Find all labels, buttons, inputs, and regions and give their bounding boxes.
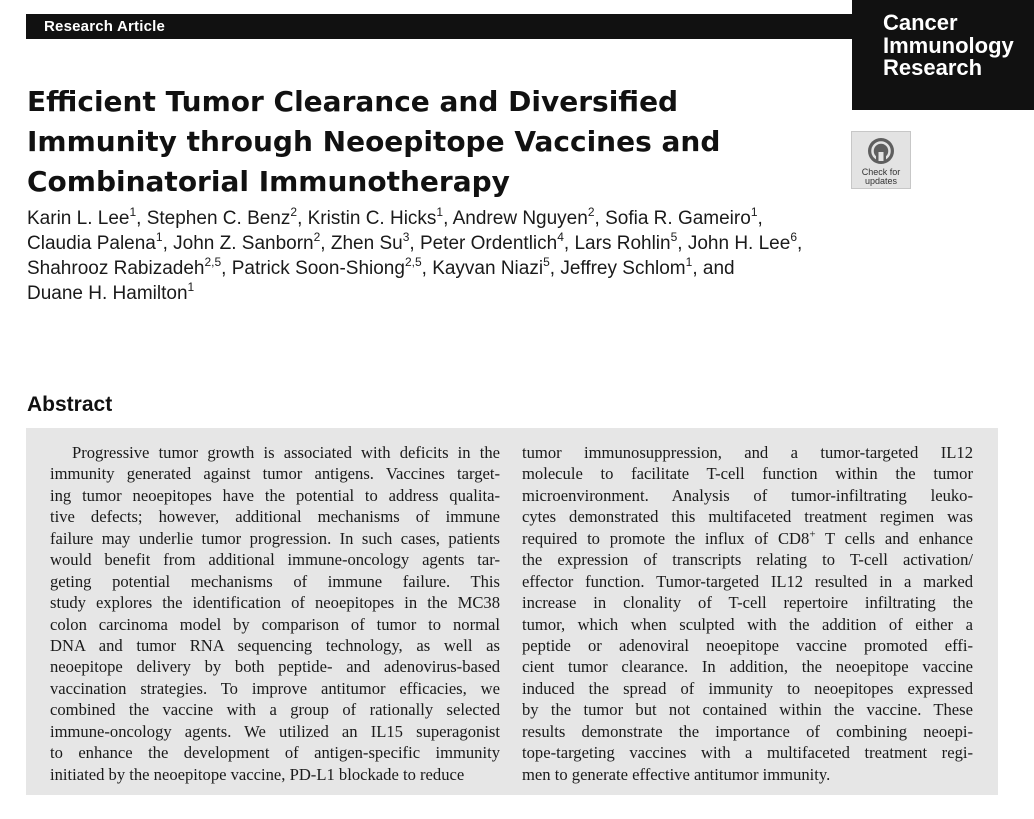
author-name[interactable]: Lars Rohlin	[574, 233, 671, 254]
abstract-line: would benefit from additional immune-oncology agents tar-	[50, 550, 500, 570]
abstract-line: immunity generated against tumor antigens. Vaccines target-	[50, 464, 500, 484]
abstract-line: neoepitope delivery by both peptide- and adenovirus-based	[50, 657, 500, 677]
author-separator: ,	[421, 258, 433, 279]
author-name[interactable]: Karin L. Lee	[27, 208, 130, 229]
abstract-line: vaccination strategies. To improve antitumor efficacies, we	[50, 678, 500, 698]
abstract-line: peptide or adenoviral neoepitope vaccine promoted effi-	[522, 635, 973, 655]
abstract-line: initiated by the neoepitope vaccine, PD-L1 blockade to reduce	[50, 764, 465, 784]
author-separator: ,	[563, 233, 575, 254]
author-separator: ,	[797, 233, 803, 254]
author-separator: ,	[221, 258, 232, 279]
author-name[interactable]: John Z. Sanborn	[173, 233, 314, 254]
superscript: +	[809, 528, 816, 541]
author-separator: ,	[677, 233, 688, 254]
author-name[interactable]: Zhen Su	[330, 233, 403, 254]
abstract-text: T cells and enhance	[815, 528, 973, 548]
author-separator: ,	[549, 258, 561, 279]
author-separator: ,	[162, 233, 174, 254]
author-name[interactable]: Sofia R. Gameiro	[605, 208, 751, 229]
title-line: Efficient Tumor Clearance and Diversified	[27, 85, 679, 118]
author-name[interactable]: Jeffrey Schlom	[560, 258, 686, 279]
abstract-line: ing tumor neoepitopes have the potential to address qualita-	[50, 485, 500, 505]
abstract-line: effector function. Tumor-targeted IL12 resulted in a marked	[522, 571, 973, 591]
author-line	[27, 256, 907, 281]
abstract-line: cytes demonstrated this multifaceted treatment regimen was	[522, 507, 973, 527]
affiliation-marker: 2	[587, 204, 595, 219]
author-line	[27, 231, 907, 256]
abstract-line: combined the vaccine with a group of rationally selected	[50, 700, 500, 720]
author-separator: ,	[297, 208, 308, 229]
abstract-text: required to promote the influx of CD8	[522, 528, 810, 548]
article-type-bar	[26, 14, 858, 39]
author-line	[27, 281, 907, 306]
abstract-line: tumor immunosuppression, and a tumor-targeted IL12	[522, 443, 973, 462]
author-separator: ,	[136, 208, 147, 229]
author-separator: ,	[443, 208, 453, 229]
author-name[interactable]: John H. Lee	[687, 233, 791, 254]
affiliation-marker: 2,5	[204, 254, 222, 269]
abstract-line: increase in clonality of T-cell repertoire infiltrating the	[522, 593, 973, 613]
author-separator: ,	[320, 233, 331, 254]
abstract-line: the expression of transcripts relating to T-cell activation/	[522, 550, 973, 570]
journal-name-line: Cancer	[883, 10, 958, 35]
abstract-box	[26, 428, 998, 795]
abstract-line: colon carcinoma model by comparison of tumor to normal	[50, 614, 500, 634]
author-name[interactable]: Duane H. Hamilton	[27, 283, 188, 304]
abstract-line: men to generate effective antitumor immunity.	[522, 764, 831, 784]
title-line: Immunity through Neoepitope Vaccines and	[27, 125, 721, 158]
title-line: Combinatorial Immunotherapy	[27, 165, 510, 198]
abstract-line: tumor, which when sculpted with the addition of either a	[522, 614, 973, 634]
check-line-2: updates	[864, 176, 898, 186]
abstract-line: microenvironment. Analysis of tumor-infiltrating leuko-	[522, 485, 973, 505]
article-title	[27, 82, 827, 202]
abstract-line: molecule to facilitate T-cell function within the tumor	[522, 464, 973, 484]
abstract-column-right	[522, 442, 973, 785]
affiliation-marker: 1	[155, 229, 163, 244]
article-type-label: Research Article	[44, 18, 166, 35]
author-name[interactable]: Shahrooz Rabizadeh	[27, 258, 205, 279]
author-separator: ,	[757, 208, 763, 229]
affiliation-marker: 1	[436, 204, 444, 219]
affiliation-marker: 1	[129, 204, 137, 219]
crossmark-icon	[866, 136, 896, 166]
author-separator: , and	[692, 258, 735, 279]
author-line	[27, 206, 907, 231]
abstract-line: results demonstrate the importance of combining neoepi-	[522, 721, 973, 741]
abstract-line: failure may underlie tumor progression. In such cases, patients	[50, 528, 500, 548]
abstract-line: tive defects; however, additional mechanisms of immune	[50, 507, 500, 527]
abstract-column-left	[50, 442, 500, 785]
abstract-line: geting potential mechanisms of immune failure. This	[50, 571, 500, 591]
affiliation-marker: 5	[543, 254, 550, 269]
affiliation-marker: 4	[557, 229, 564, 244]
abstract-line: immune-oncology agents. We utilized an IL15 superagonist	[50, 721, 500, 741]
author-separator: ,	[594, 208, 606, 229]
abstract-line	[522, 528, 973, 549]
author-name[interactable]: Patrick Soon-Shiong	[231, 258, 405, 279]
abstract-line: to enhance the development of antigen-specific immunity	[50, 743, 500, 763]
affiliation-marker: 1	[685, 254, 693, 269]
affiliation-marker: 1	[750, 204, 758, 219]
abstract-line: tope-targeting vaccines with a multifaceted treatment regi-	[522, 743, 973, 763]
author-name[interactable]: Peter Ordentlich	[419, 233, 558, 254]
affiliation-marker: 2	[290, 204, 298, 219]
author-list	[27, 206, 907, 306]
abstract-line: study explores the identification of neoepitopes in the MC38	[50, 593, 500, 613]
abstract-line: cient tumor clearance. In addition, the neoepitope vaccine	[522, 657, 973, 677]
journal-name-line: Research	[883, 55, 983, 80]
affiliation-marker: 6	[790, 229, 797, 244]
affiliation-marker: 3	[402, 229, 410, 244]
abstract-line: induced the spread of immunity to neoepitopes expressed	[522, 678, 973, 698]
journal-name-line: Immunology	[883, 33, 1014, 58]
author-name[interactable]: Kristin C. Hicks	[307, 208, 437, 229]
check-line-1: Check for	[861, 167, 901, 177]
affiliation-marker: 2,5	[404, 254, 422, 269]
author-name[interactable]: Stephen C. Benz	[146, 208, 291, 229]
check-for-updates-badge[interactable]	[851, 131, 911, 189]
abstract-line: Progressive tumor growth is associated with deficits in the	[72, 443, 500, 462]
author-name[interactable]: Andrew Nguyen	[452, 208, 588, 229]
author-name[interactable]: Kayvan Niazi	[432, 258, 544, 279]
abstract-heading: Abstract	[27, 393, 113, 416]
author-separator: ,	[409, 233, 420, 254]
abstract-line: DNA and tumor RNA sequencing technology, as well as	[50, 635, 500, 655]
abstract-line: by the tumor but not contained within the vaccine. These	[522, 700, 973, 720]
journal-logo	[852, 0, 1034, 110]
affiliation-marker: 1	[187, 279, 195, 294]
affiliation-marker: 5	[670, 229, 678, 244]
check-for-updates-label	[852, 168, 910, 186]
affiliation-marker: 2	[313, 229, 321, 244]
author-name[interactable]: Claudia Palena	[27, 233, 156, 254]
